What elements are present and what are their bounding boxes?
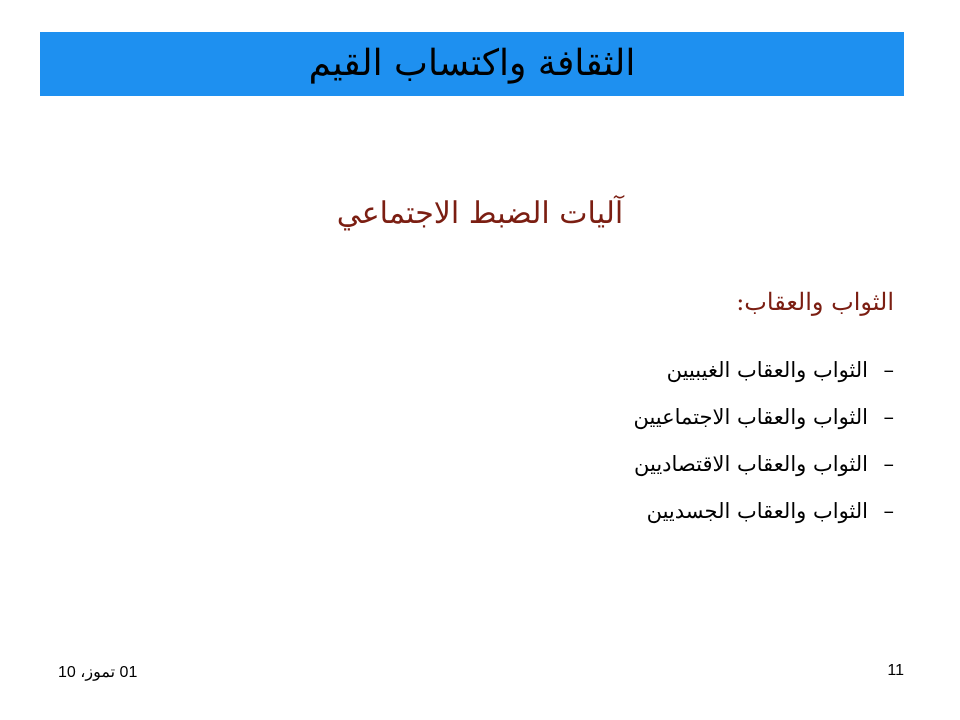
bullet-list bbox=[633, 346, 894, 534]
bullet-item bbox=[633, 346, 894, 393]
bullet-dash: – bbox=[883, 498, 894, 523]
footer-date: 01 تموز، 10 bbox=[58, 664, 138, 681]
page-number: 11 bbox=[887, 662, 904, 679]
bullet-text: الثواب والعقاب الاجتماعيين bbox=[633, 404, 868, 429]
bullet-text: الثواب والعقاب الجسديين bbox=[646, 498, 868, 523]
title-bar bbox=[40, 32, 904, 96]
section-heading: الثواب والعقاب: bbox=[736, 288, 894, 316]
slide-title: الثقافة واكتساب القيم bbox=[308, 43, 636, 84]
bullet-dash: – bbox=[883, 404, 894, 429]
bullet-dash: – bbox=[883, 357, 894, 382]
bullet-item bbox=[633, 440, 894, 487]
bullet-item bbox=[633, 393, 894, 440]
bullet-item bbox=[633, 487, 894, 534]
slide-subtitle: آليات الضبط الاجتماعي bbox=[336, 196, 624, 231]
bullet-text: الثواب والعقاب الاقتصاديين bbox=[634, 451, 868, 476]
bullet-dash: – bbox=[883, 451, 894, 476]
bullet-text: الثواب والعقاب الغيبيين bbox=[666, 357, 868, 382]
